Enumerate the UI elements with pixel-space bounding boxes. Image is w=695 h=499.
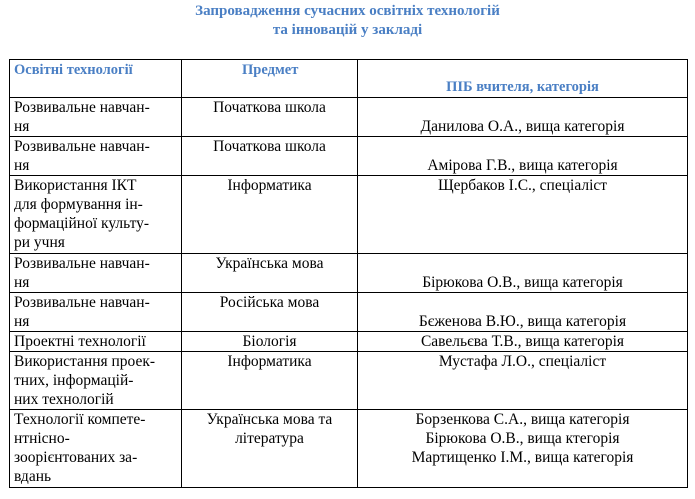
header-technologies: Освітні технології (10, 60, 182, 98)
cell-subject (182, 176, 358, 254)
title-line-1: Запровадження сучасних освітніх технологій (195, 3, 500, 19)
cell-technology (10, 254, 182, 293)
teacher-text: Мустафа Л.О., спеціаліст (438, 353, 607, 370)
table-row (10, 137, 688, 176)
cell-technology (10, 176, 182, 254)
technology-text: ня (14, 313, 30, 330)
cell-subject (182, 332, 358, 352)
cell-teacher (358, 98, 688, 137)
cell-teacher (358, 176, 688, 254)
teacher-text: Данилова О.А., вища категорія (420, 118, 625, 135)
technology-text: ня (14, 157, 30, 174)
cell-subject (182, 98, 358, 137)
subject-text: Початкова школа (213, 99, 326, 116)
teacher-text: Амірова Г.В., вища категорія (427, 157, 618, 174)
technology-text: них технологій (14, 391, 114, 408)
technology-text: Розвивальне навчан- (14, 294, 150, 311)
teacher-text: Щербаков І.С., спеціаліст (437, 177, 608, 194)
table-row (10, 410, 688, 488)
cell-subject (182, 137, 358, 176)
teacher-text: Бєженова В.Ю., вища категорія (418, 313, 627, 330)
cell-subject (182, 410, 358, 488)
table-row (10, 254, 688, 293)
cell-teacher (358, 332, 688, 352)
cell-subject (182, 352, 358, 410)
subject-text: Інформатика (227, 353, 312, 370)
cell-technology (10, 410, 182, 488)
subject-text: Українська мова (215, 255, 324, 272)
teacher-text: Борзенкова С.А., вища категорія (415, 411, 630, 428)
technology-text: ня (14, 274, 30, 291)
technology-text: ри учня (14, 234, 65, 251)
cell-teacher (358, 352, 688, 410)
table-header-row (10, 60, 688, 98)
technology-text: нтнісно- (14, 430, 70, 447)
technology-text: вдань (14, 468, 52, 485)
technology-text: Використання проек- (14, 353, 156, 370)
subject-text: література (235, 430, 304, 447)
cell-teacher (358, 410, 688, 488)
technology-text: формаційної культу- (14, 215, 150, 232)
table-body (10, 98, 688, 488)
cell-subject (182, 254, 358, 293)
technology-text: Розвивальне навчан- (14, 255, 150, 272)
table-row (10, 98, 688, 137)
technology-text: тних, інформацій- (14, 372, 134, 389)
subject-text: Початкова школа (213, 138, 326, 155)
cell-teacher (358, 293, 688, 332)
cell-technology (10, 98, 182, 137)
teacher-text: Мартищенко І.М., вища категорія (411, 449, 634, 466)
technology-text: Розвивальне навчан- (14, 138, 150, 155)
cell-technology (10, 137, 182, 176)
teacher-text: Бірюкова О.В., вища категорія (422, 274, 623, 291)
technology-text: Розвивальне навчан- (14, 99, 150, 116)
teacher-text: Савельєва Т.В., вища категорія (420, 333, 625, 350)
technologies-table (9, 59, 688, 488)
technology-text: Використання ІКТ (14, 177, 137, 194)
table-row (10, 332, 688, 352)
technology-text: зоорієнтованих за- (14, 449, 138, 466)
subject-text: Біологія (242, 333, 297, 350)
technology-text: ня (14, 118, 30, 135)
cell-teacher (358, 254, 688, 293)
cell-subject (182, 293, 358, 332)
cell-technology (10, 332, 182, 352)
table-row (10, 293, 688, 332)
cell-technology (10, 293, 182, 332)
title-line-2: та інновацій у закладі (272, 22, 423, 38)
document-title (0, 2, 695, 40)
header-subject: Предмет (182, 60, 358, 98)
technology-text: для формування ін- (14, 196, 143, 213)
cell-technology (10, 352, 182, 410)
teacher-text: Бірюкова О.В., вища ктегорія (425, 430, 620, 447)
table-row (10, 176, 688, 254)
subject-text: Російська мова (219, 294, 320, 311)
cell-teacher (358, 137, 688, 176)
subject-text: Інформатика (227, 177, 312, 194)
subject-text: Українська мова та (206, 411, 333, 428)
header-teacher: ПІБ вчителя, категорія (358, 60, 688, 98)
table-row (10, 352, 688, 410)
technology-text: Технології компете- (14, 411, 146, 428)
technology-text: Проектні технології (14, 333, 146, 350)
